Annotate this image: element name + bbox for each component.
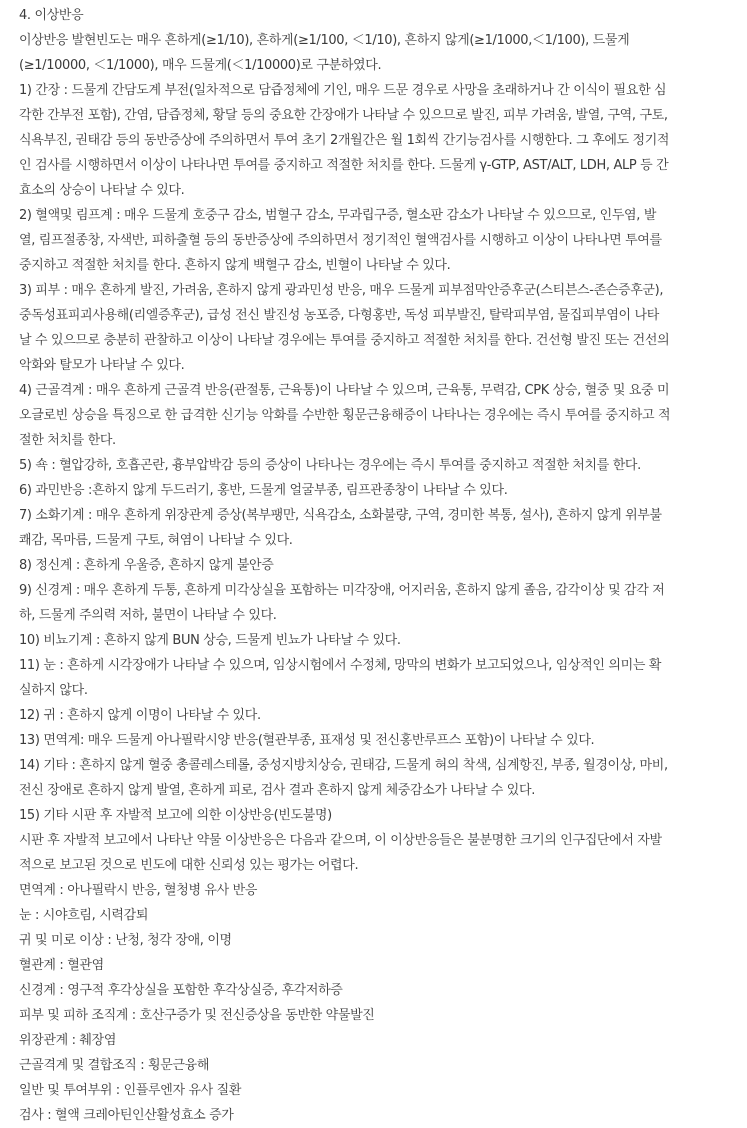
text-line: 7) 소화기계 : 매우 흔하게 위장관계 증상(복부팽만, 식욕감소, 소화불량, 구역, 경미한 복통, 설사), 흔하지 않게 위부불: [19, 508, 662, 523]
text-line: 각한 간부전 포함), 간염, 담즙정체, 황달 등의 중요한 간장애가 나타날 수 있으므로 발진, 피부 가려움, 발열, 구역, 구토,: [19, 108, 668, 123]
text-line: 중지하고 적절한 처치를 한다. 흔하지 않게 백혈구 감소, 빈혈이 나타날 수 있다.: [19, 258, 451, 273]
text-line: 2) 혈액및 림프계 : 매우 드물게 호중구 감소, 범혈구 감소, 무과립구증, 혈소판 감소가 나타날 수 있으므로, 인두염, 발: [19, 208, 657, 223]
text-line: 면역계 : 아나필락시 반응, 혈청병 유사 반응: [19, 883, 258, 898]
text-line: 효소의 상승이 나타날 수 있다.: [19, 183, 185, 198]
text-line: 인 검사를 시행하면서 이상이 나타나면 투여를 중지하고 적절한 처치를 한다. 드물게 γ-GTP, AST/ALT, LDH, ALP 등 간: [19, 158, 669, 173]
text-line: 오글로빈 상승을 특징으로 한 급격한 신기능 악화를 수반한 횡문근융해증이 나타나는 경우에는 즉시 투여를 중지하고 적: [19, 408, 671, 423]
section-heading: 4. 이상반응: [19, 8, 84, 23]
text-line: 절한 처치를 한다.: [19, 433, 116, 448]
text-line: 쾌감, 목마름, 드물게 구토, 혀염이 나타날 수 있다.: [19, 533, 293, 548]
text-line: (≥1/10000, ＜1/1000), 매우 드물게(＜1/10000)로 구분하였다.: [19, 58, 382, 73]
text-line: 이상반응 발현빈도는 매우 흔하게(≥1/10), 흔하게(≥1/100, ＜1/10), 흔하지 않게(≥1/1000,＜1/100), 드물게: [19, 33, 630, 48]
text-line: 적으로 보고된 것으로 빈도에 대한 신뢰성 있는 평가는 어렵다.: [19, 858, 359, 873]
text-line: 전신 장애로 흔하지 않게 발열, 흔하게 피로, 검사 결과 흔하지 않게 체중감소가 나타날 수 있다.: [19, 783, 535, 798]
text-line: 눈 : 시야흐림, 시력감퇴: [19, 908, 149, 923]
text-line: 중독성표피괴사용해(리엘증후군), 급성 전신 발진성 농포증, 다형홍반, 독성 피부발진, 탈락피부염, 물집피부염이 나타: [19, 308, 659, 323]
text-line: 악화와 탈모가 나타날 수 있다.: [19, 358, 185, 373]
text-line: 4) 근골격계 : 매우 흔하게 근골격 반응(관절통, 근육통)이 나타날 수 있으며, 근육통, 무력감, CPK 상승, 혈중 및 요중 미: [19, 383, 670, 398]
text-line: 검사 : 혈액 크레아틴인산활성효소 증가: [19, 1108, 234, 1123]
text-line: 근골격계 및 결합조직 : 횡문근융해: [19, 1058, 210, 1073]
text-line: 14) 기타 : 흔하지 않게 혈중 총콜레스테롤, 중성지방치상승, 권태감, 드물게 혀의 착색, 심계항진, 부종, 월경이상, 마비,: [19, 758, 668, 773]
text-line: 11) 눈 : 흔하게 시각장애가 나타날 수 있으며, 임상시험에서 수정체, 망막의 변화가 보고되었으나, 임상적인 의미는 확: [19, 658, 662, 673]
text-line: 귀 및 미로 이상 : 난청, 청각 장애, 이명: [19, 933, 232, 948]
text-line: 하, 드물게 주의력 저하, 불면이 나타날 수 있다.: [19, 608, 277, 623]
text-line: 9) 신경계 : 매우 흔하게 두통, 흔하게 미각상실을 포함하는 미각장애, 어지러움, 흔하지 않게 졸음, 감각이상 및 감각 저: [19, 583, 665, 598]
text-line: 날 수 있으므로 충분히 관찰하고 이상이 나타날 경우에는 투여를 중지하고 적절한 처치를 한다. 건선형 발진 또는 건선의: [19, 333, 670, 348]
text-line: 혈관계 : 혈관염: [19, 958, 104, 973]
text-line: 식욕부진, 권태감 등의 동반증상에 주의하면서 투여 초기 2개월간은 월 1회씩 간기능검사를 시행한다. 그 후에도 정기적: [19, 133, 670, 148]
text-line: 신경계 : 영구적 후각상실을 포함한 후각상실증, 후각저하증: [19, 983, 343, 998]
text-line: 3) 피부 : 매우 흔하게 발진, 가려움, 흔하지 않게 광과민성 반응, 매우 드물게 피부점막안증후군(스티븐스-존슨증후군),: [19, 283, 664, 298]
text-line: 10) 비뇨기계 : 흔하지 않게 BUN 상승, 드물게 빈뇨가 나타날 수 있다.: [19, 633, 401, 648]
text-line: 5) 쇽 : 혈압강하, 호흡곤란, 흉부압박감 등의 증상이 나타나는 경우에는 즉시 투여를 중지하고 적절한 처치를 한다.: [19, 458, 641, 473]
text-line: 위장관계 : 췌장염: [19, 1033, 117, 1048]
text-line: 13) 면역계: 매우 드물게 아나필락시양 반응(혈관부종, 표재성 및 전신홍반루프스 포함)이 나타날 수 있다.: [19, 733, 595, 748]
text-line: 8) 정신계 : 흔하게 우울증, 흔하지 않게 불안증: [19, 558, 274, 573]
text-line: 일반 및 투여부위 : 인플루엔자 유사 질환: [19, 1083, 242, 1098]
text-line: 1) 간장 : 드물게 간담도계 부전(일차적으로 담즙정체에 기인, 매우 드문 경우로 사망을 초래하거나 간 이식이 필요한 심: [19, 83, 667, 98]
text-line: 시판 후 자발적 보고에서 나타난 약물 이상반응은 다음과 같으며, 이 이상반응들은 불분명한 크기의 인구집단에서 자발: [19, 833, 662, 848]
text-line: 실하지 않다.: [19, 683, 88, 698]
text-line: 6) 과민반응 :흔하지 않게 두드러기, 홍반, 드물게 얼굴부종, 림프관종창이 나타날 수 있다.: [19, 483, 508, 498]
text-line: 피부 및 피하 조직계 : 호산구증가 및 전신증상을 동반한 약물발진: [19, 1008, 375, 1023]
text-line: 15) 기타 시판 후 자발적 보고에 의한 이상반응(빈도불명): [19, 808, 332, 823]
text-line: 12) 귀 : 흔하지 않게 이명이 나타날 수 있다.: [19, 708, 261, 723]
text-line: 열, 림프절종창, 자색반, 피하출혈 등의 동반증상에 주의하면서 정기적인 혈액검사를 시행하고 이상이 나타나면 투여를: [19, 233, 662, 248]
